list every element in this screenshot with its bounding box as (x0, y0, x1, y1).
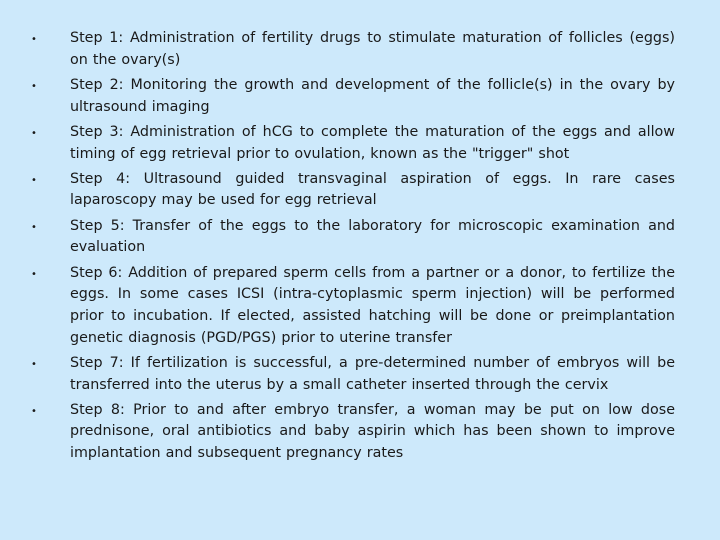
list-item (30, 263, 675, 350)
step-4-text: Step 4: Ultrasound guided transvaginal aspiration of eggs. In rare cases laparoscopy may be used for egg retrieval (70, 170, 675, 209)
list-item (30, 122, 675, 165)
bullet-icon: • (31, 127, 37, 139)
bullet-icon: • (31, 221, 37, 233)
list-item (30, 400, 675, 465)
step-2-text: Step 2: Monitoring the growth and development of the follicle(s) in the ovary by ultrasound imaging (70, 76, 675, 115)
list-item (30, 216, 675, 259)
bullet-icon: • (31, 358, 37, 370)
bullet-icon: • (31, 174, 37, 186)
step-5-text: Step 5: Transfer of the eggs to the laboratory for microscopic examination and evaluation (70, 217, 675, 256)
list-item (30, 28, 675, 71)
step-7-text: Step 7: If fertilization is successful, a pre-determined number of embryos will be transferred into the uterus by a small catheter inserted through the cervix (70, 354, 675, 393)
bullet-icon: • (31, 405, 37, 417)
list-item (30, 75, 675, 118)
step-6-text: Step 6: Addition of prepared sperm cells from a partner or a donor, to fertilize the eggs. In some cases ICSI (intra-cytoplasmic sperm injection) will be performed prior to incubation. If elected, assisted hatching will be done or preimplantation genetic diagnosis (PGD/PGS) prior to uterine transfer (70, 264, 675, 346)
list-item (30, 169, 675, 212)
list-item (30, 353, 675, 396)
step-1-text: Step 1: Administration of fertility drugs to stimulate maturation of follicles (eggs) on the ovary(s) (70, 30, 675, 68)
step-8-text: Step 8: Prior to and after embryo transfer, a woman may be put on low dose prednisone, oral antibiotics and baby aspirin which has been shown to improve implantation and subsequent pregnancy rates (70, 401, 675, 462)
bullet-icon: • (31, 34, 37, 45)
bullet-icon: • (31, 268, 37, 280)
step-3-text: Step 3: Administration of hCG to complete the maturation of the eggs and allow timing of egg retrieval prior to ovulation, known as the "trigger" shot (70, 123, 675, 162)
bullet-icon: • (31, 80, 37, 92)
ivf-steps-list (30, 28, 675, 468)
